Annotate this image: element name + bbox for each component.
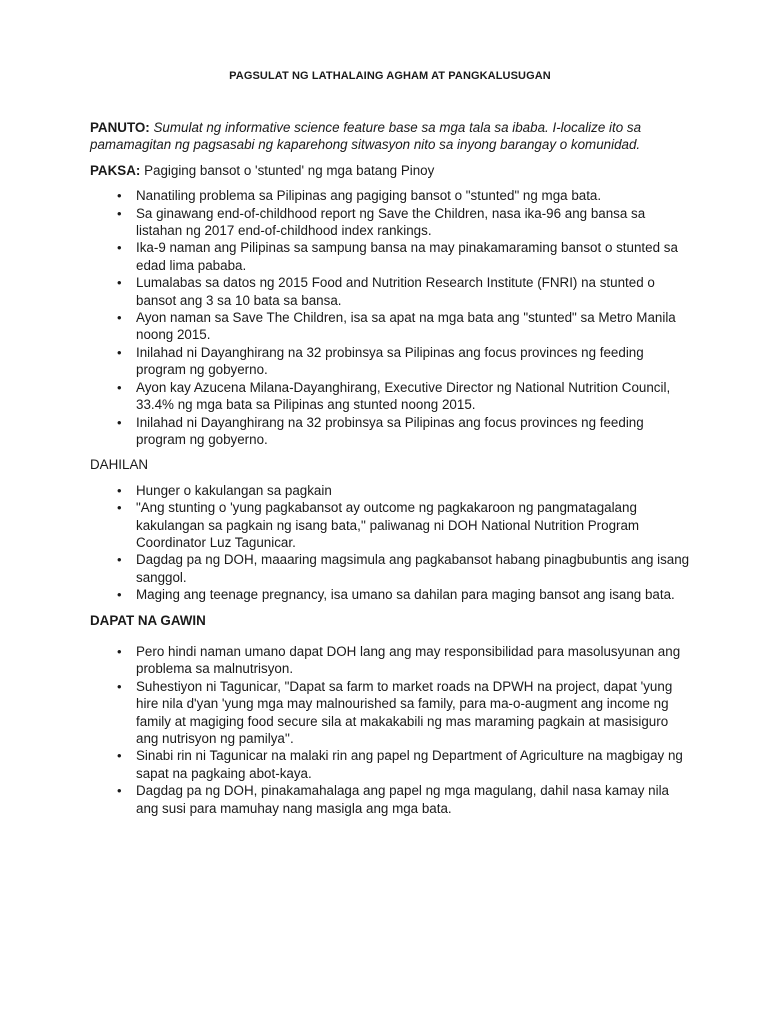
bullet-icon: • bbox=[117, 643, 122, 659]
list-item bbox=[90, 678, 690, 748]
paksa-list bbox=[90, 187, 690, 448]
list-item bbox=[90, 643, 690, 678]
bullet-icon: • bbox=[117, 587, 122, 603]
list-item bbox=[90, 239, 690, 274]
list-item-text: Ayon naman sa Save The Children, isa sa apat na mga bata ang "stunted" sa Metro Manila noong 2015. bbox=[136, 310, 676, 343]
list-item-text: Nanatiling problema sa Pilipinas ang pagiging bansot o "stunted" ng mga bata. bbox=[136, 188, 602, 204]
list-item-text: "Ang stunting o 'yung pagkabansot ay outcome ng pagkakaroon ng pangmatagalang kakulangan sa pagkain ng isang bata,'' paliwanag ni DOH National Nutrition Program Coordinator Luz Tagunicar. bbox=[136, 500, 640, 550]
panuto-paragraph bbox=[90, 119, 690, 154]
bullet-icon: • bbox=[117, 552, 122, 568]
paksa-paragraph bbox=[90, 162, 690, 179]
list-item-text: Sa ginawang end-of-childhood report ng Save the Children, nasa ika-96 ang bansa sa listahan ng 2017 end-of-childhood index rankings. bbox=[136, 205, 646, 239]
dahilan-heading: DAHILAN bbox=[90, 457, 149, 473]
list-item-text: Maging ang teenage pregnancy, isa umano sa dahilan para maging bansot ang isang bata. bbox=[136, 587, 675, 603]
list-item bbox=[90, 551, 690, 586]
bullet-icon: • bbox=[117, 240, 122, 256]
paksa-text: Pagiging bansot o 'stunted' ng mga batang Pinoy bbox=[144, 162, 435, 178]
bullet-icon: • bbox=[117, 188, 122, 204]
list-item bbox=[90, 309, 690, 344]
list-item bbox=[90, 414, 690, 449]
list-item bbox=[90, 482, 690, 499]
list-item-text: Pero hindi naman umano dapat DOH lang ang may responsibilidad para masolusyunan ang problema sa malnutrisyon. bbox=[136, 643, 681, 677]
list-item-text: Hunger o kakulangan sa pagkain bbox=[136, 482, 332, 498]
list-item-text: Dagdag pa ng DOH, maaaring magsimula ang pagkabansot habang pinagbubuntis ang isang sanggol. bbox=[136, 552, 690, 585]
bullet-icon: • bbox=[117, 379, 122, 395]
bullet-icon: • bbox=[117, 748, 122, 764]
bullet-icon: • bbox=[117, 310, 122, 326]
dapat-list bbox=[90, 643, 690, 817]
bullet-icon: • bbox=[117, 500, 122, 516]
list-item bbox=[90, 344, 690, 379]
list-item bbox=[90, 205, 690, 240]
bullet-icon: • bbox=[117, 275, 122, 291]
list-item bbox=[90, 586, 690, 603]
bullet-icon: • bbox=[117, 482, 122, 498]
dapat-heading: DAPAT NA GAWIN bbox=[90, 612, 206, 628]
list-item bbox=[90, 747, 690, 782]
list-item-text: Lumalabas sa datos ng 2015 Food and Nutrition Research Institute (FNRI) na stunted o bansot ang 3 sa 10 bata sa bansa. bbox=[136, 275, 655, 308]
document-page bbox=[90, 70, 690, 825]
document-title: PAGSULAT NG LATHALAING AGHAM AT PANGKALUSUGAN bbox=[229, 70, 551, 82]
panuto-text: Sumulat ng informative science feature base sa mga tala sa ibaba. I-localize ito sa pamamagitan ng pagsasabi ng kaparehong sitwasyon nito sa inyong barangay o komunidad. bbox=[90, 120, 642, 153]
bullet-icon: • bbox=[117, 344, 122, 360]
list-item-text: Inilahad ni Dayanghirang na 32 probinsya sa Pilipinas ang focus provinces ng feeding program ng gobyerno. bbox=[136, 414, 644, 447]
list-item bbox=[90, 187, 690, 204]
bullet-icon: • bbox=[117, 205, 122, 221]
list-item-text: Dagdag pa ng DOH, pinakamahalaga ang papel ng mga magulang, dahil nasa kamay nila ang susi para mamuhay nang masigla ang mga bata. bbox=[136, 783, 670, 816]
bullet-icon: • bbox=[117, 678, 122, 694]
list-item-text: Ika-9 naman ang Pilipinas sa sampung bansa na may pinakamaraming bansot o stunted sa edad lima pababa. bbox=[136, 240, 678, 273]
list-item-text: Sinabi rin ni Tagunicar na malaki rin ang papel ng Department of Agriculture na magbigay ng sapat na pagkaing abot-kaya. bbox=[136, 748, 683, 781]
list-item-text: Suhestiyon ni Tagunicar, "Dapat sa farm to market roads na DPWH na project, dapat 'yung hire nila d'yan 'yung mga may malnourished sa family, para ma-o-augment ang income ng family at magiging food secure sila at makakabili ng mas maraming pagkain at masisiguro ang nutrisyon ng pamilya''. bbox=[136, 678, 673, 746]
list-item bbox=[90, 274, 690, 309]
list-item bbox=[90, 499, 690, 551]
list-item bbox=[90, 379, 690, 414]
panuto-label: PANUTO: bbox=[90, 120, 150, 135]
dahilan-list bbox=[90, 482, 690, 604]
list-item-text: Inilahad ni Dayanghirang na 32 probinsya sa Pilipinas ang focus provinces ng feeding program ng gobyerno. bbox=[136, 344, 644, 378]
list-item-text: Ayon kay Azucena Milana-Dayanghirang, Executive Director ng National Nutrition Council, 33.4% ng mga bata sa Pilipinas ang stunted noong 2015. bbox=[136, 379, 671, 413]
list-item bbox=[90, 782, 690, 817]
bullet-icon: • bbox=[117, 783, 122, 799]
bullet-icon: • bbox=[117, 414, 122, 430]
paksa-label: PAKSA: bbox=[90, 162, 141, 178]
